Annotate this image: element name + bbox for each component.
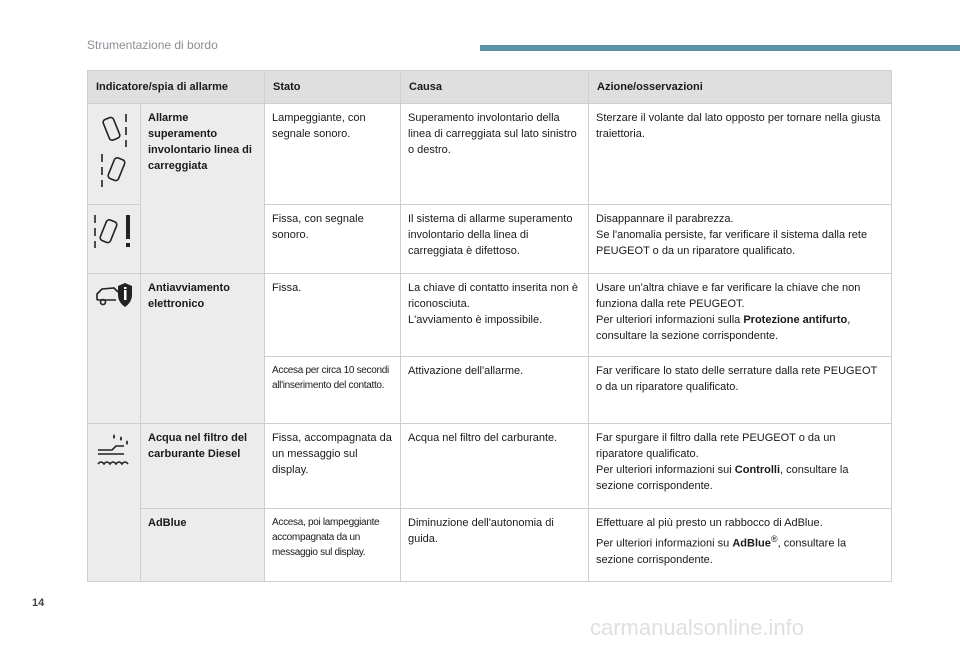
adblue-name: AdBlue xyxy=(141,509,265,582)
table-row xyxy=(88,424,892,509)
ref-prefix: Per ulteriori informazioni sulla xyxy=(596,314,744,326)
causa-cell: Il sistema di allarme superamento involontario della linea di carreggiata è difettoso. xyxy=(401,205,589,274)
causa-text: L'avviamento è impossibile. xyxy=(408,314,543,326)
stato-cell: Accesa per circa 10 secondi all'inserimento del contatto. xyxy=(265,357,401,424)
azione-text: Se l'anomalia persiste, far verificare il sistema dalla rete PEUGEOT o da un riparatore qualificato. xyxy=(596,229,868,257)
azione-cell xyxy=(589,274,892,357)
table-row xyxy=(88,104,892,205)
header-indicatore: Indicatore/spia di allarme xyxy=(88,71,265,104)
ref-suffix: , consultare la sezione corrispondente. xyxy=(596,537,847,566)
stato-cell: Lampeggiante, con segnale sonoro. xyxy=(265,104,401,205)
immobiliser-icon xyxy=(94,280,134,310)
lane-departure-fault-icon xyxy=(92,211,136,251)
ref-suffix: , consultare la sezione corrispondente. xyxy=(596,314,851,342)
stato-cell: Accesa, poi lampeggiante accompagnata da un messaggio sul display. xyxy=(265,509,401,582)
section-title: Strumentazione di bordo xyxy=(87,38,218,52)
azione-cell xyxy=(589,205,892,274)
ref-section-name: AdBlue xyxy=(732,537,771,550)
table-header-row xyxy=(88,71,892,104)
lane-departure-name: Allarme superamento involontario linea di carreggiata xyxy=(141,104,265,274)
ref-section-name: Controlli xyxy=(734,464,780,476)
ref-section-name: Protezione antifurto xyxy=(743,314,848,326)
causa-cell: Acqua nel filtro del carburante. xyxy=(401,424,589,509)
azione-text: Effettuare al più presto un rabbocco di AdBlue. xyxy=(596,517,823,529)
azione-text: Disappannare il parabrezza. xyxy=(596,213,734,225)
table-row xyxy=(88,274,892,357)
stato-cell: Fissa, accompagnata da un messaggio sul display. xyxy=(265,424,401,509)
causa-text: La chiave di contatto inserita non è riconosciuta. xyxy=(408,282,579,310)
azione-reference xyxy=(596,312,885,344)
azione-reference xyxy=(596,531,885,568)
azione-reference xyxy=(596,462,885,494)
header-azione: Azione/osservazioni xyxy=(589,71,892,104)
azione-text: Sterzare il volante dal lato opposto per tornare nella giusta traiettoria. xyxy=(596,112,881,140)
immobiliser-name: Antiavviamento elettronico xyxy=(141,274,265,424)
azione-text: Far verificare lo stato delle serrature dalla rete PEUGEOT o da un riparatore qualificato. xyxy=(596,365,878,393)
causa-cell: Superamento involontario della linea di carreggiata sul lato sinistro o destro. xyxy=(401,104,589,205)
lane-departure-icon xyxy=(97,110,131,190)
ref-prefix: Per ulteriori informazioni su xyxy=(596,537,733,550)
water-in-diesel-name: Acqua nel filtro del carburante Diesel xyxy=(141,424,265,509)
registered-mark: ® xyxy=(770,534,778,544)
table-row xyxy=(88,509,892,582)
header-accent-bar xyxy=(480,45,960,51)
header-stato: Stato xyxy=(265,71,401,104)
causa-cell: Attivazione dell'allarme. xyxy=(401,357,589,424)
causa-cell: Diminuzione dell'autonomia di guida. xyxy=(401,509,589,582)
icon-cell xyxy=(88,424,141,582)
ref-suffix: , consultare la sezione corrispondente. xyxy=(596,464,849,492)
water-in-diesel-icon xyxy=(94,430,134,470)
azione-cell xyxy=(589,424,892,509)
warning-lights-table xyxy=(87,70,892,582)
azione-cell xyxy=(589,104,892,205)
ref-prefix: Per ulteriori informazioni sui xyxy=(596,464,735,476)
azione-text: Usare un'altra chiave e far verificare la chiave che non funziona dalla rete PEUGEOT. xyxy=(596,282,861,310)
azione-text: Far spurgare il filtro dalla rete PEUGEOT o da un riparatore qualificato. xyxy=(596,432,836,460)
azione-cell xyxy=(589,509,892,582)
causa-cell xyxy=(401,274,589,357)
azione-cell xyxy=(589,357,892,424)
stato-cell: Fissa. xyxy=(265,274,401,357)
stato-cell: Fissa, con segnale sonoro. xyxy=(265,205,401,274)
watermark-text: carmanualsonline.info xyxy=(590,615,805,640)
page-number: 14 xyxy=(32,597,45,609)
icon-cell xyxy=(88,205,141,274)
icon-cell xyxy=(88,274,141,424)
header-causa: Causa xyxy=(401,71,589,104)
icon-cell xyxy=(88,104,141,205)
